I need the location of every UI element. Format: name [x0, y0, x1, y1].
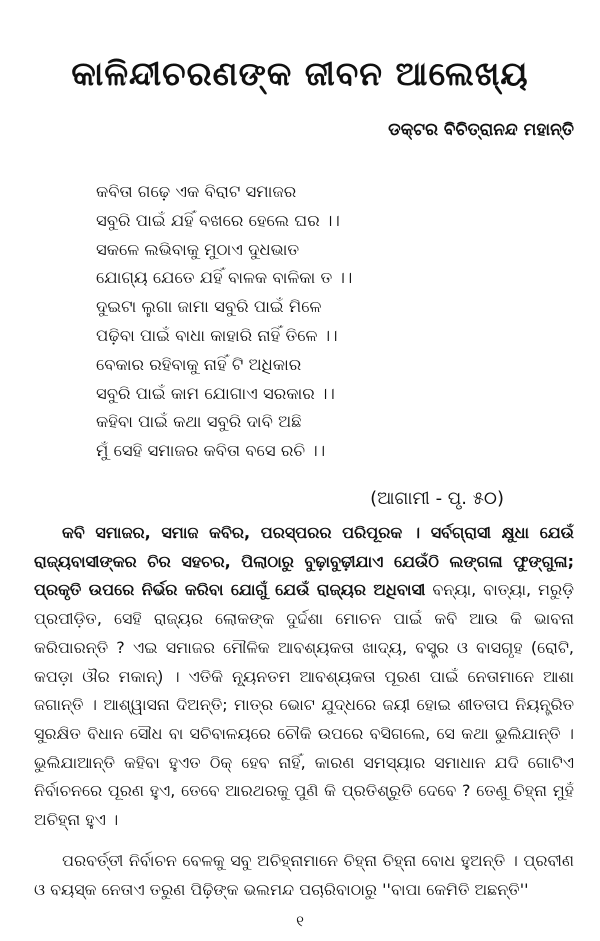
poem-line: ସବୁରି ପାଇଁ ଯହିଁ ବଖରେ ହେଲେ ଘର ।।	[96, 210, 340, 230]
poem-line: ପଢ଼ିବା ପାଇଁ ବାଧା କାହାରି ନାହିଁ ତିଳେ ।।	[96, 325, 338, 345]
poem-line: ବେକାର ରହିବାକୁ ନାହିଁ ଟି ଅଧିକାର	[96, 354, 302, 374]
author-name: ଡକ୍ଟର ବିଚିତ୍ରାନନ୍ଦ ମହାନ୍ତି	[388, 120, 574, 140]
poem-line: ସକଳେ ଲଭିବାକୁ ମୁଠାଏ ଦୁଧଭାତ	[96, 239, 300, 259]
poem-line: ଦୁଇଟା ଲୁଗା ଜାମା ସବୁରି ପାଇଁ ମିଳେ	[96, 297, 322, 317]
page-number: ୧	[296, 912, 304, 930]
poem-line: କହିବା ପାଇଁ କଥା ସବୁରି ଦାବି ଅଛି	[96, 412, 302, 432]
article-title: କାଳିନ୍ଦୀଚରଣଙ୍କ ଜୀବନ ଆଲେଖ୍ୟ	[71, 54, 529, 93]
poem-line: ସବୁରି ପାଇଁ କାମ ଯୋଗାଏ ସରକାର ।।	[96, 383, 335, 403]
body-paragraph-2: ପରବର୍ତ୍ତୀ ନିର୍ବାଚନ ବେଳକୁ ସବୁ ଅଚିହ୍ନାମାନେ ଚିହ୍ନା ଚିହ୍ନା ବୋଧ ହୁଅନ୍ତି । ପ୍ରବୀଣ ଓ ବୟସ୍କ ନେତାଏ ତରୁଣ ପିଢ଼ିଙ୍କ ଭଲମନ୍ଦ ପଚାରିବାଠାରୁ ''ବାପା କେମିତି ଅଛନ୍ତି''	[34, 851, 574, 899]
poem-block	[96, 178, 556, 466]
body-paragraph-1	[34, 519, 574, 835]
poem-line: ଯୋଗ୍ୟ ଯେତେ ଯହିଁ ବାଳକ ବାଳିକା ତ ।।	[96, 268, 353, 288]
paragraph-text: ବନ୍ୟା, ବାତ୍ୟା, ମରୁଡ଼ି ପ୍ରପୀଡ଼ିତ, ସେହି ରାଜ୍ୟର ଲୋକଙ୍କ ଦୁର୍ଦ୍ଦଶା ମୋଚନ ପାଇଁ କବି ଆଉ କି ଭାବନା କରିପାରନ୍ତି ? ଏଇ ସମାଜର ମୌଳିକ ଆବଶ୍ୟକତା ଖାଦ୍ୟ, ବସ୍ତ୍ର ଓ ବାସଗୃହ (ରୋଟି, କପଡ଼ା ଔର ମକାନ୍) । ଏତିକି ନ୍ୟୂନତମ ଆବଶ୍ୟକତା ପୂରଣ ପାଇଁ ନେତାମାନେ ଆଶା ଜଗାନ୍ତି । ଆଶ୍ୱାସନା ଦିଅନ୍ତି; ମାତ୍ର ଭୋଟ ଯୁଦ୍ଧରେ ଜୟୀ ହୋଇ ଶୀତତାପ ନିୟନ୍ତ୍ରିତ ସୁରକ୍ଷିତ ବିଧାନ ସୌଧ ବା ସଚିବାଳୟରେ ଚୌକି ଉପରେ ବସିଗଲେ, ସେ କଥା ଭୁଲିଯାନ୍ତି । ଭୁଲିଯାଆନ୍ତି କହିବା ହୁଏତ ଠିକ୍ ହେବ ନାହିଁ, କାରଣ ସମସ୍ୟାର ସମାଧାନ ଯଦି ଗୋଟିଏ ନିର୍ବାଚନରେ ପୂରଣ ହୁଏ, ତେବେ ଆରଥରକୁ ପୁଣି କି ପ୍ରତିଶ୍ରୁତି ଦେବେ ? ତେଣୁ ଚିହ୍ନା ମୁହଁ ଅଚିହ୍ନା ହୁଏ ।	[34, 580, 574, 830]
paragraph-bold-lead: କବି ସମାଜର, ସମାଜ କବିର, ପରସ୍ପରର ପରିପୂରକ । ସର୍ବଗ୍ରାସୀ କ୍ଷୁଧା ଯେଉଁ ରାଜ୍ୟବାସୀଙ୍କର ଚିର ସହଚର, ପିଲାଠାରୁ ବୁଢ଼ାବୁଢ଼ୀଯାଏ ଯେଉଁଠି ଲଙ୍ଗଳା ଫୁଙ୍ଗୁଳା; ପ୍ରକୃତି ଉପରେ ନିର୍ଭର କରିବା ଯୋଗୁଁ ଯେଉଁ ରାଜ୍ୟର ଅଧିବାସୀ	[34, 523, 574, 600]
continuation-note: (ଆଗାମୀ - ପୃ. ୫୦)	[370, 488, 504, 509]
poem-line: କବିତା ଗଢ଼େ ଏକ ବିରାଟ ସମାଜର	[96, 182, 297, 201]
poem-line: ମୁଁ ସେହି ସମାଜର କବିତା ବସେ ରଚି ।।	[96, 441, 326, 461]
